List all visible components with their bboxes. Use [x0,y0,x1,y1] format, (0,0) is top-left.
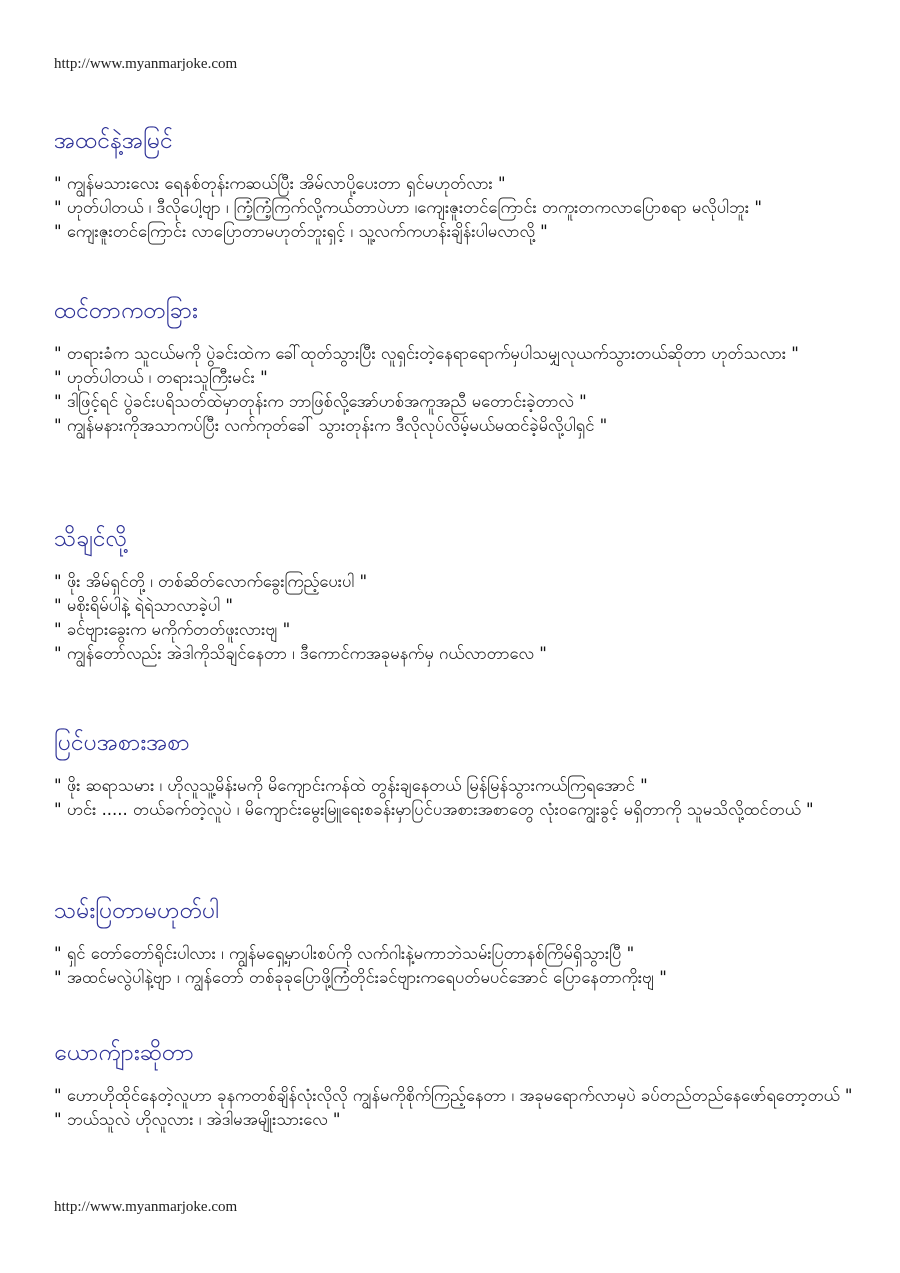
story-line: " တရားခံက သူငယ်မကို ပွဲခင်းထဲက ခေါ်ထုတ်သွားပြီး လူရှင်းတဲ့နေရာရောက်မှပါသမျှလုယက်သွားတယ်ဆိုတာ ဟုတ်သလား " [54,344,799,363]
story-block [54,126,894,244]
story-title: သမ်းပြတာမဟုတ်ပါ [54,898,220,924]
story-line: " ခင်ဗျားခွေးက မကိုက်တတ်ဖူးလားဗျ " [54,620,291,639]
story-line: " ဟုတ်ပါတယ် ၊ တရားသူကြီးမင်း " [54,368,268,387]
story-line: " ရှင် တော်တော်ရိုင်းပါလား ၊ ကျွန်မရှေ့မှာပါးစပ်ကို လက်ဂါးနဲ့မကာဘဲသမ်းပြတာနစ်ကြိမ်ရှိသွားပြီ " [54,944,635,963]
story-block [54,1038,894,1132]
story-title: သိချင်လို့ [54,526,128,552]
story-title: ထင်တာကတခြား [54,298,198,324]
story-block [54,296,894,438]
story-line: " ဟင်း ..... တယ်ခက်တဲ့လူပဲ ၊ မိကျောင်းမွေးမြူရေးစခန်းမှာပြင်ပအစားအစာတွေ လုံးဝကျွေးခွင့် မရှိတာကို သူမသိလို့ထင်တယ် " [54,800,814,819]
story-line: " ဟောဟိုထိုင်နေတဲ့လူဟာ ခုနကတစ်ချိန်လုံးလိုလို ကျွန်မကိုစိုက်ကြည့်နေတာ ၊ အခုမရောက်လာမှပဲ ခပ်တည်တည်နေဖော်ရတော့တယ် " [54,1086,853,1105]
story-block [54,524,894,666]
story-line: " ဘယ်သူလဲ ဟိုလူလား ၊ အဲဒါမအမျိုးသားလေ " [54,1110,341,1129]
story-line: " ဒါဖြင့်ရင် ပွဲခင်းပရိသတ်ထဲမှာတုန်းက ဘာဖြစ်လို့အော်ဟစ်အကူအညီ မတောင်းခဲ့တာလဲ " [54,392,587,411]
story-line: " အထင်မလွဲပါနဲ့ဗျာ ၊ ကျွန်တော် တစ်ခုခုပြောဖို့ကြံတိုင်းခင်ဗျားကရေပတ်မပင်အောင် ပြောနေတာကိုးဗျ " [54,968,667,987]
story-line: " ကျွန်တော်လည်း အဲဒါကိုသိချင်နေတာ ၊ ဒီကောင်ကအခုမနက်မှ ဂယ်လာတာလေ " [54,644,547,663]
story-line: " ဟုတ်ပါတယ် ၊ ဒီလိုပေါ့ဗျာ ၊ ကြံ့ကြံ့ကြက်လို့ကယ်တာပဲဟာ ၊ကျေးဇူးတင်ကြောင်း တကူးတကလာပြောစရာ မလိုပါဘူး " [54,198,762,217]
story-line: " ဖိုး အိမ်ရှင်တို့ ၊ တစ်ဆိတ်လောက်ခွေးကြည့်ပေးပါ " [54,572,368,591]
site-url-header[interactable]: http://www.myanmarjoke.com [54,56,238,72]
story-line: " ဖိုး ဆရာသမား ၊ ဟိုလူသူ့မိန်းမကို မိကျောင်းကန်ထဲ တွန်းချနေတယ် မြန်မြန်သွားကယ်ကြရအောင် " [54,776,648,795]
story-line: " မစိုးရိမ်ပါနဲ့ ရဲရဲသာလာခဲ့ပါ " [54,596,233,615]
story-line: " ကျွန်မနားကိုအသာကပ်ပြီး လက်ကုတ်ခေါ် သွားတုန်းက ဒီလိုလုပ်လိမ့်မယ်မထင်ခဲ့မိလို့ပါရှင် " [54,416,608,435]
story-title: အထင်နဲ့အမြင် [54,128,173,154]
story-line: " ကျေးဇူးတင်ကြောင်း လာပြောတာမဟုတ်ဘူးရှင့် ၊ သူ့လက်ကဟန်းချိန်းပါမလာလို့ " [54,222,548,241]
story-block [54,728,894,822]
story-line: " ကျွန်မသားလေး ရေနစ်တုန်းကဆယ်ပြီး အိမ်လာပို့ပေးတာ ရှင်မဟုတ်လား " [54,174,506,193]
story-block [54,896,894,990]
story-title: ယောက်ျားဆိုတာ [54,1040,194,1066]
site-url-footer[interactable]: http://www.myanmarjoke.com [54,1199,238,1215]
story-title: ပြင်ပအစားအစာ [54,730,190,756]
